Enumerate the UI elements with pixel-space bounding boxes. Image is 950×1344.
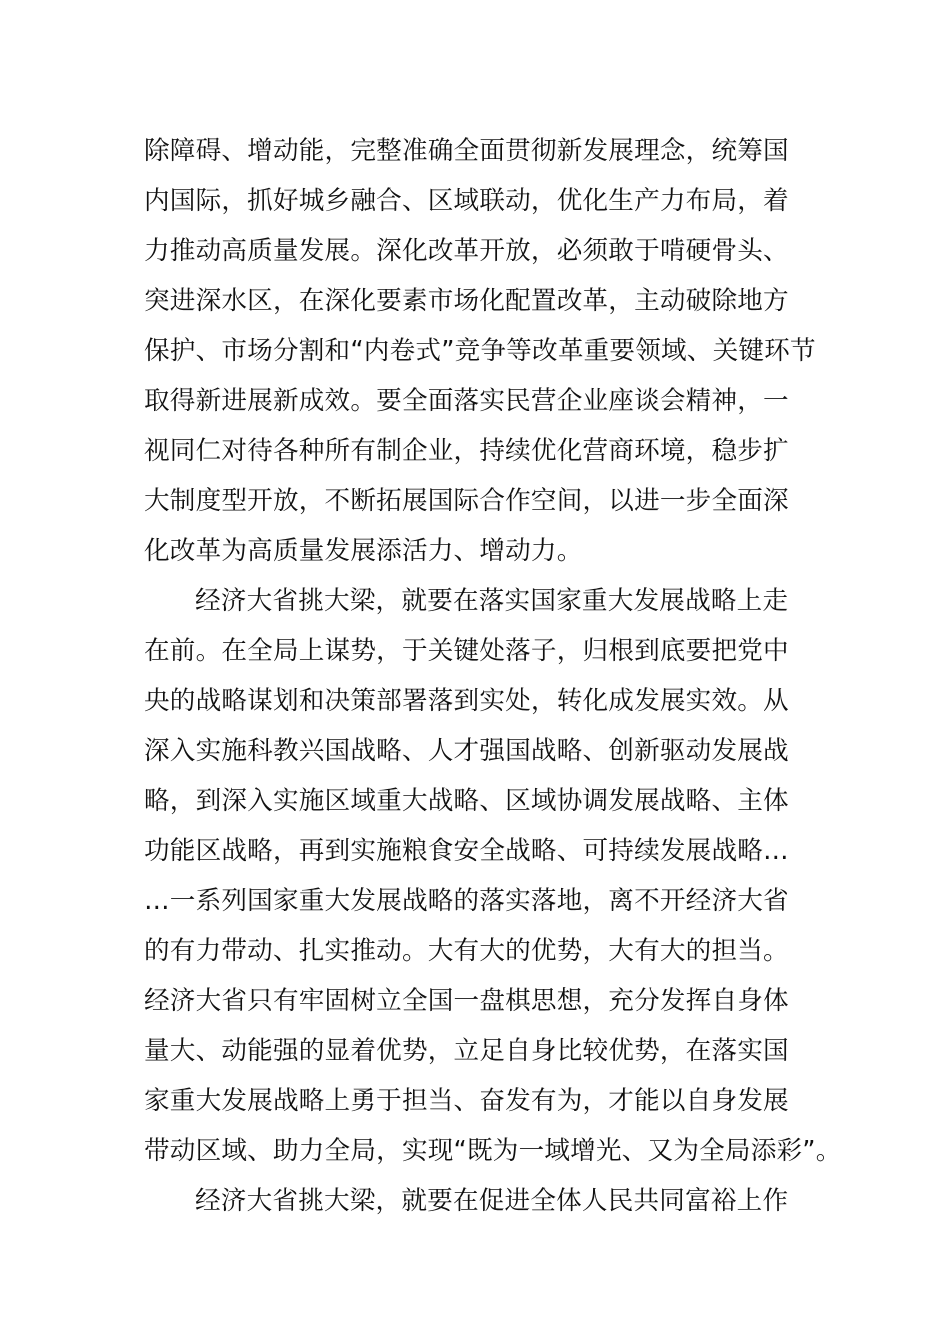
text-line-12: 央的战略谋划和决策部署落到实处，转化成发展实效。从 [144, 686, 789, 716]
text-line-2: 内国际，抓好城乡融合、区域联动，优化生产力布局，着 [144, 186, 789, 216]
paragraph-start-line: 经济大省挑大梁，就要在促进全体人民共同富裕上作 [195, 1186, 789, 1216]
text-line-7: 视同仁对待各种所有制企业，持续优化营商环境，稳步扩 [144, 436, 789, 466]
text-line-5: 保护、市场分割和“内卷式”竞争等改革重要领域、关键环节 [144, 336, 816, 366]
text-line-17: 的有力带动、扎实推动。大有大的优势，大有大的担当。 [144, 936, 789, 966]
text-line-3: 力推动高质量发展。深化改革开放，必须敢于啃硬骨头、 [144, 236, 789, 266]
body-text [144, 126, 842, 1226]
text-line-18: 经济大省只有牢固树立全国一盘棋思想，充分发挥自身体 [144, 986, 789, 1016]
text-line-8: 大制度型开放，不断拓展国际合作空间，以进一步全面深 [144, 486, 789, 516]
text-line-19: 量大、动能强的显着优势，立足自身比较优势，在落实国 [144, 1036, 789, 1066]
text-line-14: 略，到深入实施区域重大战略、区域协调发展战略、主体 [144, 786, 789, 816]
text-line-21: 带动区域、助力全局，实现“既为一域增光、又为全局添彩”。 [144, 1136, 842, 1166]
text-line-13: 深入实施科教兴国战略、人才强国战略、创新驱动发展战 [144, 736, 789, 766]
text-line-16: …一系列国家重大发展战略的落实落地，离不开经济大省 [144, 886, 789, 916]
text-line-1: 除障碍、增动能，完整准确全面贯彻新发展理念，统筹国 [144, 136, 789, 166]
text-line-20: 家重大发展战略上勇于担当、奋发有为，才能以自身发展 [144, 1086, 789, 1116]
text-line-4: 突进深水区，在深化要素市场化配置改革，主动破除地方 [144, 286, 789, 316]
text-line-9: 化改革为高质量发展添活力、增动力。 [144, 536, 583, 566]
text-line-6: 取得新进展新成效。要全面落实民营企业座谈会精神，一 [144, 386, 789, 416]
paragraph-start-line: 经济大省挑大梁，就要在落实国家重大发展战略上走 [195, 586, 789, 616]
text-line-15: 功能区战略，再到实施粮食安全战略、可持续发展战略… [144, 836, 789, 866]
text-line-11: 在前。在全局上谋势，于关键处落子，归根到底要把党中 [144, 636, 789, 666]
